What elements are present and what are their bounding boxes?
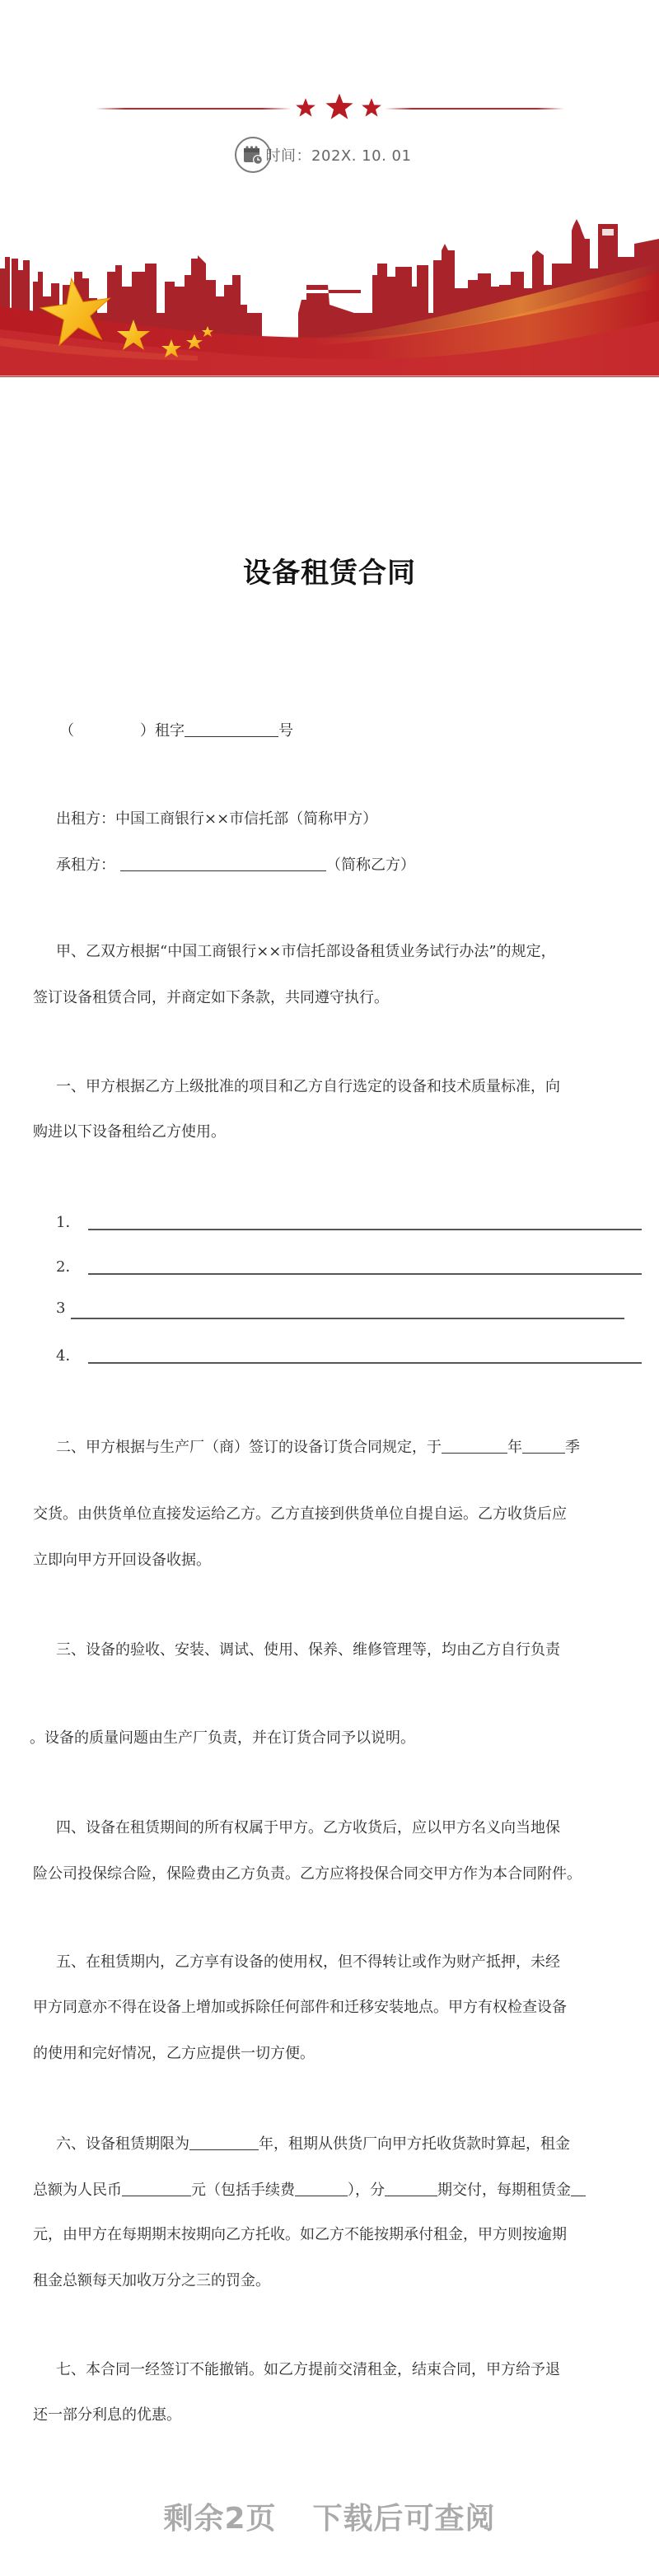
- clause-6-line-3: 元，由甲方在每期期末按期向乙方托收。如乙方不能按期承付租金，甲方则按逾期: [33, 2226, 567, 2243]
- installment-amount-blank[interactable]: [571, 2180, 586, 2196]
- clause-2-text-a: 二、甲方根据与生产厂（商）签订的设备订货合同规定，于: [56, 1439, 442, 1456]
- clause-5-line-2: 甲方同意亦不得在设备上增加或拆除任何部件和迁移安装地点。甲方有权检查设备: [33, 1999, 567, 2016]
- clause-1-line-2: 购进以下设备租给乙方使用。: [33, 1123, 226, 1141]
- list-number: 2．: [56, 1258, 81, 1276]
- clause-4-line-1: 四、设备在租赁期间的所有权属于甲方。乙方收货后，应以甲方名义向当地保: [56, 1819, 560, 1836]
- remaining-pages-label: 剩余2页: [163, 2502, 277, 2536]
- equipment-blank[interactable]: [88, 1229, 642, 1230]
- download-prompt[interactable]: [0, 2495, 659, 2537]
- clause-5-line-3: 的使用和完好情况，乙方应提供一切方便。: [33, 2045, 315, 2062]
- equipment-list-item: [0, 1300, 659, 1324]
- city-skyline-banner: [0, 214, 659, 377]
- lessor-line: [0, 809, 659, 830]
- clause-6-line-2: [0, 2178, 659, 2201]
- delivery-year-blank[interactable]: [442, 1437, 507, 1454]
- list-number: 4．: [56, 1347, 81, 1365]
- lessor-label: 出租方：: [56, 810, 115, 828]
- equipment-blank[interactable]: [88, 1273, 642, 1275]
- clause-6-text-e: ），分: [348, 2182, 385, 2199]
- star-icon: [361, 97, 382, 119]
- clause-6-text-f: 期交付，每期租赁金: [437, 2182, 571, 2199]
- clause-1-line-1: 一、甲方根据乙方上级批准的项目和乙方自行选定的设备和技术质量标准，向: [56, 1078, 560, 1095]
- divider-line-right: [385, 108, 564, 110]
- lessor-value: 中国工商银行××市信托部（简称甲方）: [115, 810, 378, 828]
- preamble-line-1: 甲、乙双方根据“中国工商银行××市信托部设备租赁业务试行办法”的规定，: [56, 943, 556, 960]
- contract-no-suffix: 号: [278, 722, 293, 740]
- document-title: 设备租赁合同: [243, 557, 416, 590]
- clause-2-text-c: 季: [565, 1439, 580, 1456]
- equipment-list-item: [0, 1255, 659, 1280]
- clause-6-line-1: [0, 2132, 659, 2155]
- contract-no-open-paren: （: [59, 722, 74, 740]
- contract-no-prefix: ）租字: [140, 722, 185, 740]
- lessee-line: [0, 853, 659, 876]
- installments-count-blank[interactable]: [385, 2180, 437, 2196]
- lessee-suffix: （简称乙方）: [326, 856, 415, 874]
- clause-6-text-c: 总额为人民币: [33, 2182, 122, 2199]
- download-hint-label: 下载后可查阅: [312, 2502, 496, 2536]
- list-number: 3: [56, 1300, 66, 1317]
- handling-fee-blank[interactable]: [295, 2180, 348, 2196]
- clause-2-line-2: 交货。由供货单位直接发运给乙方。乙方直接到供货单位自提自运。乙方收货后应: [33, 1505, 567, 1523]
- clause-2-line-3: 立即向甲方开回设备收据。: [33, 1552, 211, 1569]
- contract-number-line: [0, 719, 659, 742]
- equipment-blank[interactable]: [71, 1318, 624, 1319]
- clause-6-line-4: 租金总额每天加收万分之三的罚金。: [33, 2272, 270, 2289]
- total-rent-amount-blank[interactable]: [122, 2180, 191, 2196]
- clause-6-text-a: 六、设备租赁期限为: [56, 2135, 189, 2153]
- clause-7-line-2: 还一部分利息的优惠。: [33, 2406, 181, 2424]
- equipment-list-item: [0, 1344, 659, 1369]
- clause-6-text-b: 年，租期从供货厂向甲方托收货款时算起，租金: [259, 2135, 570, 2153]
- clause-4-line-2: 险公司投保综合险，保险费由乙方负责。乙方应将投保合同交甲方作为本合同附件。: [33, 1865, 582, 1883]
- clause-3-line-1: 三、设备的验收、安装、调试、使用、保养、维修管理等，均由乙方自行负责: [56, 1641, 560, 1659]
- list-number: 1．: [56, 1214, 81, 1231]
- date-label: 时间：202X. 10. 01: [265, 147, 412, 165]
- clause-5-line-1: 五、在租赁期内，乙方享有设备的使用权，但不得转让或作为财产抵押，未经: [56, 1953, 560, 1971]
- contract-number-blank[interactable]: [185, 721, 278, 737]
- divider-line-left: [96, 108, 292, 110]
- star-icon: [295, 97, 316, 119]
- clause-7-line-1: 七、本合同一经签订不能撤销。如乙方提前交清租金，结束合同，甲方给予退: [56, 2361, 560, 2378]
- clause-2-line-1: [0, 1435, 659, 1458]
- equipment-blank[interactable]: [88, 1362, 642, 1364]
- date-row: [0, 136, 659, 174]
- lessee-name-blank[interactable]: [120, 855, 326, 871]
- divider-stars: [295, 92, 382, 125]
- preamble-line-2: 签订设备租赁合同，并商定如下条款，共同遵守执行。: [33, 989, 389, 1006]
- clause-6-text-d: 元（包括手续费: [191, 2182, 295, 2199]
- delivery-quarter-blank[interactable]: [522, 1437, 565, 1454]
- banner-image: [0, 214, 659, 377]
- star-icon: [325, 92, 354, 122]
- lease-term-years-blank[interactable]: [189, 2134, 259, 2150]
- lessee-label: 承租方：: [56, 856, 115, 874]
- equipment-list-item: [0, 1211, 659, 1235]
- clause-3-line-2: 。设备的质量问题由生产厂负责，并在订货合同予以说明。: [30, 1729, 415, 1747]
- clause-2-text-b: 年: [507, 1439, 522, 1456]
